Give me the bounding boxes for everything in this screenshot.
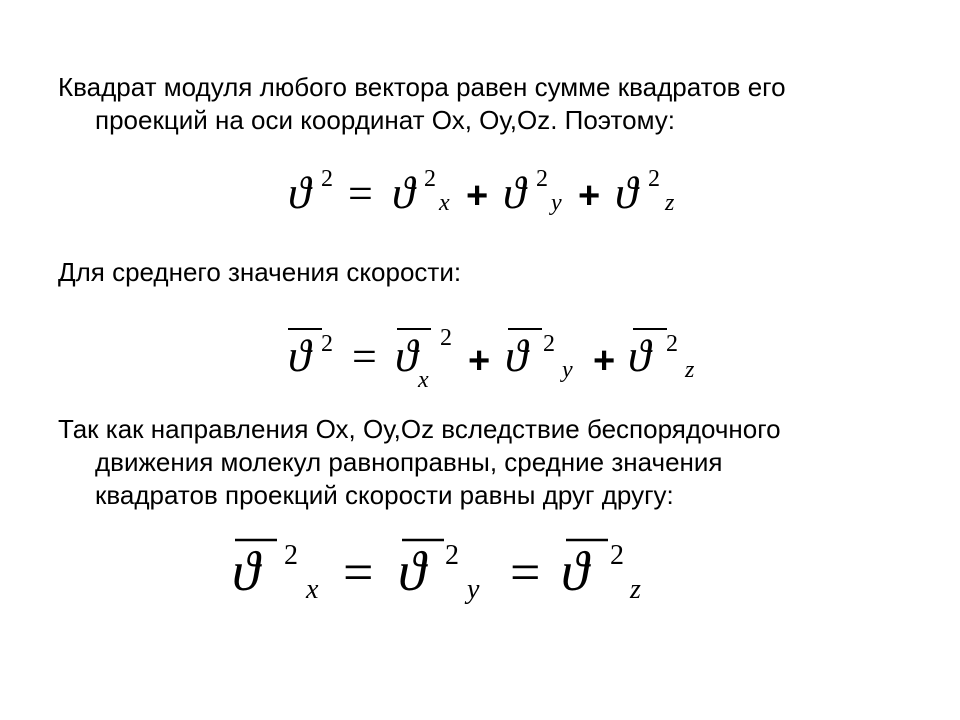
equals-sign: = <box>343 542 374 602</box>
plus-sign: + <box>468 340 491 382</box>
paragraph-line: движения молекул равноправны, средние значения <box>95 447 723 477</box>
subscript-z: z <box>630 574 641 605</box>
paragraph-line: проекций на оси координат Ох, Оу,Оz. Поэтому: <box>95 105 675 135</box>
var-theta: ϑ <box>395 330 418 381</box>
exponent-2: 2 <box>445 540 459 571</box>
exponent-2: 2 <box>536 166 548 192</box>
exponent-2: 2 <box>440 325 452 351</box>
equals-sign: = <box>348 169 373 218</box>
subscript-y: y <box>551 190 562 216</box>
exponent-2: 2 <box>648 166 660 192</box>
exponent-2: 2 <box>610 540 624 571</box>
equals-sign: = <box>352 332 377 381</box>
subscript-z: z <box>685 357 695 383</box>
exponent-2: 2 <box>321 331 333 357</box>
var-theta: ϑ <box>288 330 311 381</box>
plus-sign: + <box>593 340 616 382</box>
paragraph-line: Так как направления Ох, Оу,Оz вследствие беспорядочного <box>58 414 781 444</box>
var-theta: ϑ <box>628 330 651 381</box>
var-theta: ϑ <box>232 541 260 603</box>
paragraph-line: Квадрат модуля любого вектора равен сумме квадратов его <box>58 72 786 102</box>
subscript-x: x <box>439 190 450 216</box>
var-theta: ϑ <box>503 167 526 218</box>
subscript-x: x <box>418 367 429 393</box>
exponent-2: 2 <box>424 166 436 192</box>
subscript-z: z <box>665 190 675 216</box>
var-theta: ϑ <box>561 541 589 603</box>
var-theta: ϑ <box>392 167 415 218</box>
var-theta: ϑ <box>398 541 426 603</box>
exponent-2: 2 <box>321 166 333 192</box>
exponent-2: 2 <box>284 540 298 571</box>
var-theta: ϑ <box>615 167 638 218</box>
equals-sign: = <box>510 542 541 602</box>
exponent-2: 2 <box>543 331 555 357</box>
var-theta: ϑ <box>288 167 311 218</box>
plus-sign: + <box>578 175 601 217</box>
paragraph-line: Для среднего значения скорости: <box>58 257 462 287</box>
var-theta: ϑ <box>505 330 528 381</box>
plus-sign: + <box>466 175 489 217</box>
exponent-2: 2 <box>666 331 678 357</box>
paragraph-line: квадратов проекций скорости равны друг другу: <box>95 480 674 510</box>
subscript-y: y <box>467 574 480 605</box>
subscript-x: x <box>306 574 319 605</box>
subscript-y: y <box>562 357 573 383</box>
